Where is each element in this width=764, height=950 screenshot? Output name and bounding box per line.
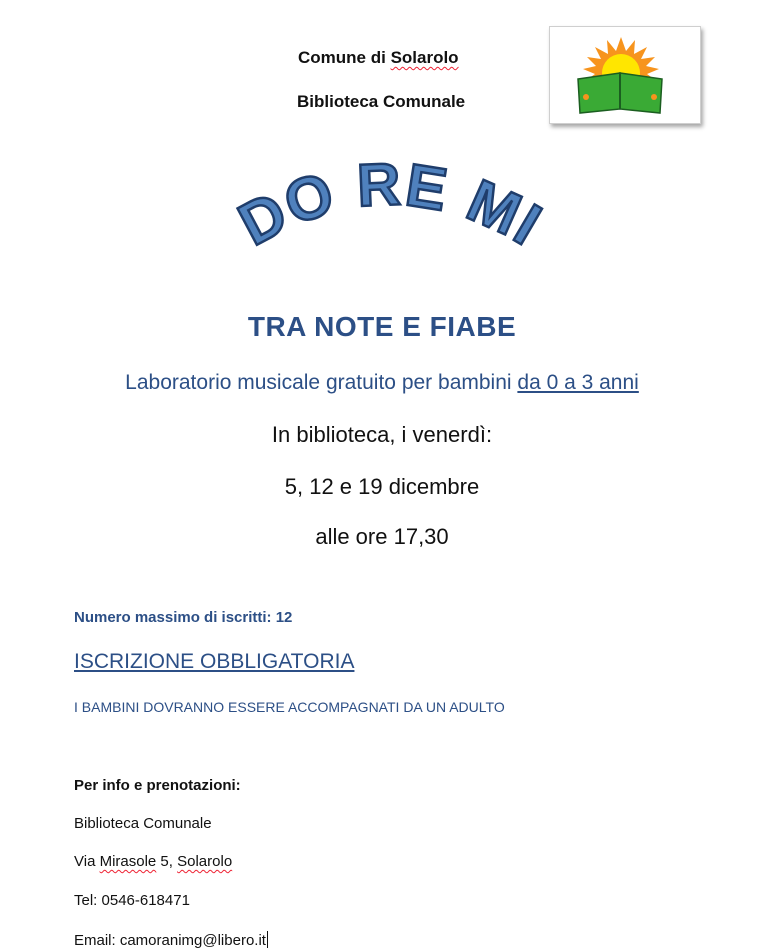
- info-phone: Tel: 0546-618471: [74, 892, 190, 909]
- event-location: In biblioteca, i venerdì:: [271, 422, 493, 447]
- event-dates: 5, 12 e 19 dicembre: [284, 474, 480, 499]
- org-name: Comune di Solarolo: [298, 48, 459, 67]
- info-email: Email: camoranimg@libero.it: [74, 932, 266, 949]
- email-link[interactable]: camoranimg@libero.it: [119, 932, 266, 949]
- max-participants: Numero massimo di iscritti: 12: [74, 609, 293, 626]
- event-title: TRA NOTE E FIABE: [247, 311, 517, 342]
- text-cursor: [267, 931, 268, 948]
- info-address: Via Mirasole 5, Solarolo: [74, 853, 233, 870]
- library-name: Biblioteca Comunale: [297, 92, 466, 111]
- library-logo: [549, 26, 701, 124]
- do-re-mi-arc-title: [220, 160, 560, 270]
- info-place: Biblioteca Comunale: [74, 815, 212, 832]
- adult-required-note: I BAMBINI DOVRANNO ESSERE ACCOMPAGNATI DA UN ADULTO: [74, 699, 505, 715]
- registration-required: ISCRIZIONE OBBLIGATORIA: [74, 650, 355, 673]
- sun-reading-book-icon: [550, 27, 700, 123]
- info-heading: Per info e prenotazioni:: [74, 777, 241, 794]
- event-subtitle: Laboratorio musicale gratuito per bambini da 0 a 3 anni: [125, 371, 639, 394]
- svg-text:DO RE MI: DO RE MI: [227, 160, 554, 259]
- event-time: alle ore 17,30: [315, 524, 449, 549]
